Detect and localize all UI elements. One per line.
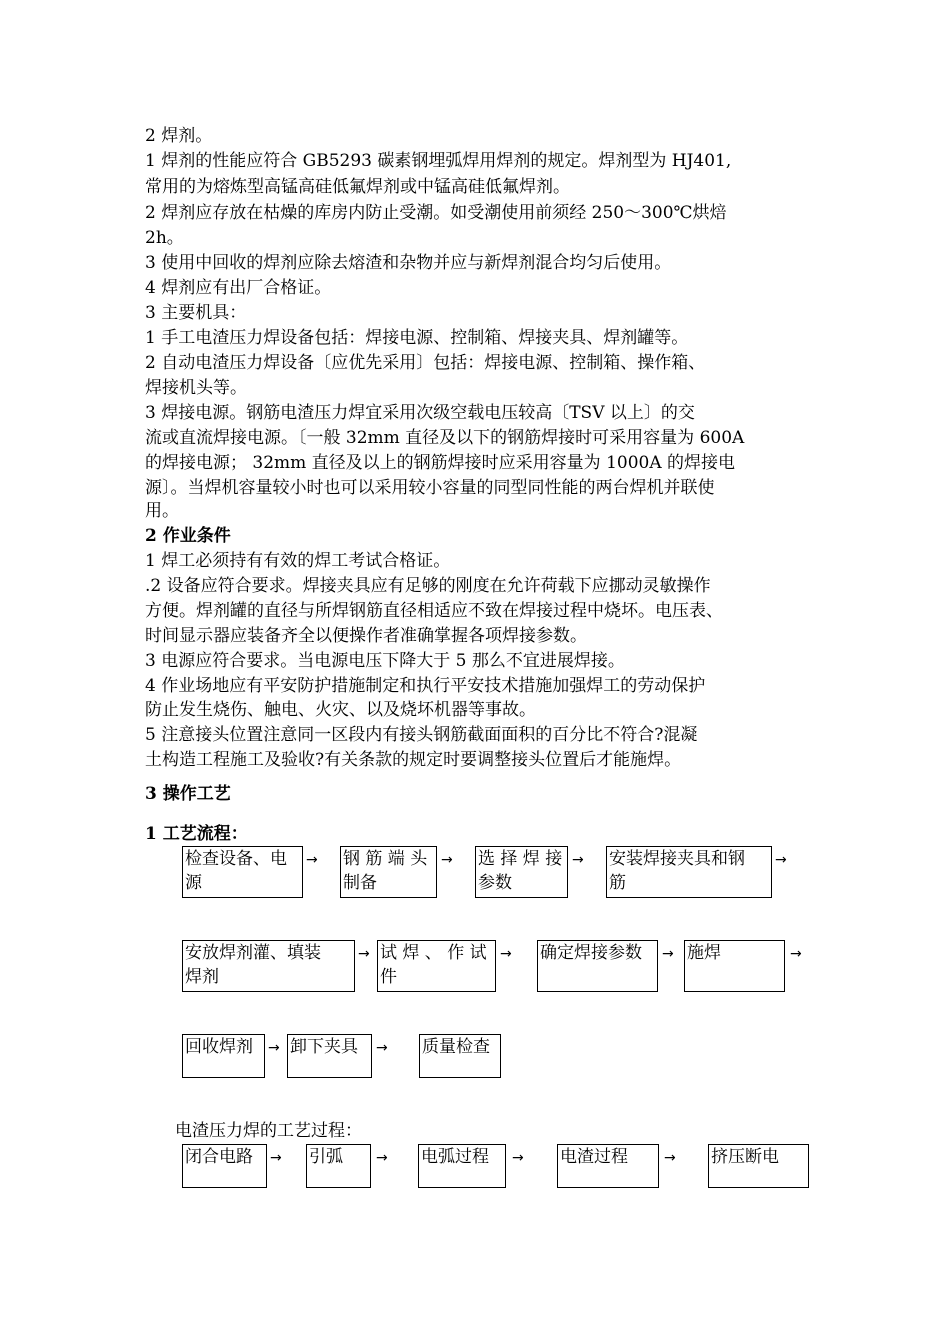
flow-box [606,846,772,898]
arrow-right-icon: → [775,852,787,868]
text-line: 3 焊接电源。钢筋电渣压力焊宜采用次级空载电压较高〔TSV 以上〕的交 [145,403,695,423]
text-line: 时间显示器应装备齐全以便操作者准确掌握各项焊接参数。 [145,626,587,646]
flow-box-label: 施焊 [687,943,721,963]
flow-box [182,846,303,898]
arrow-right-icon: → [376,1150,388,1166]
text-line: 3 使用中回收的焊剂应除去熔渣和杂物并应与新焊剂混合均匀后使用。 [145,253,672,273]
arrow-right-icon: → [790,946,802,962]
process-box-label: 电弧过程 [421,1147,489,1167]
process-box-label: 引弧 [309,1147,343,1167]
flow-box [684,940,785,992]
flow-box [182,1034,265,1078]
flow-box-label: 制备 [343,873,377,893]
text-line: 1 焊工必须持有有效的焊工考试合格证。 [145,551,451,571]
process-box-label: 挤压断电 [711,1147,779,1167]
text-line: 2 自动电渣压力焊设备〔应优先采用〕包括：焊接电源、控制箱、操作箱、 [145,353,706,373]
text-line: 4 作业场地应有平安防护措施制定和执行平安技术措施加强焊工的劳动保护 [145,676,706,696]
flow-box-label: 筋 [609,873,626,893]
text-line: 4 焊剂应有出厂合格证。 [145,278,332,298]
arrow-right-icon: → [268,1040,280,1056]
arrow-right-icon: → [270,1150,282,1166]
flow-box-label: 安装焊接夹具和钢 [609,849,745,869]
arrow-right-icon: → [441,852,453,868]
process-box-label: 闭合电路 [185,1147,253,1167]
flow-box-label: 卸下夹具 [290,1037,358,1057]
flow-box [340,846,437,898]
arrow-right-icon: → [376,1040,388,1056]
text-line: 用。 [145,501,179,521]
text-line: 1 手工电渣压力焊设备包括：焊接电源、控制箱、焊接夹具、焊剂罐等。 [145,328,689,348]
text-line: 源〕。当焊机容量较小时也可以采用较小容量的同型同性能的两台焊机并联使 [145,478,715,498]
section-heading: 2 作业条件 [145,526,231,546]
text-line: 防止发生烧伤、触电、火灾、以及烧坏机器等事故。 [145,700,536,720]
flow-box-label: 源 [185,873,202,893]
flow-box-label: 参数 [478,873,512,893]
process-box-label: 电渣过程 [560,1147,628,1167]
flow-box-label: 质量检查 [422,1037,490,1057]
arrow-right-icon: → [306,852,318,868]
text-line: 常用的为熔炼型高锰高硅低氟焊剂或中锰高硅低氟焊剂。 [145,177,570,197]
process-box [418,1144,506,1188]
flow-box-label: 检查设备、电 [185,849,287,869]
text-line: 5 注意接头位置注意同一区段内有接头钢筋截面面积的百分比不符合?混凝 [145,725,698,745]
arrow-right-icon: → [500,946,512,962]
process-box [306,1144,371,1188]
flow-box [537,940,658,992]
text-line: 2 焊剂。 [145,126,213,146]
text-line: 流或直流焊接电源。〔一般 32mm 直径及以下的钢筋焊接时可采用容量为 600A [145,428,745,448]
flow-box-label: 安放焊剂灌、填装 [185,943,321,963]
flow-heading: 1 工艺流程： [145,824,248,844]
arrow-right-icon: → [512,1150,524,1166]
text-line: 的焊接电源； 32mm 直径及以上的钢筋焊接时应采用容量为 1000A 的焊接电 [145,453,736,473]
arrow-right-icon: → [358,946,370,962]
text-line: 3 主要机具： [145,303,247,323]
flow-box [182,940,355,992]
flow-box-label: 回收焊剂 [185,1037,253,1057]
flow-box-label: 件 [380,967,397,987]
text-line: 方便。焊剂罐的直径与所焊钢筋直径相适应不致在焊接过程中烧坏。电压表、 [145,601,723,621]
process-box [557,1144,659,1188]
flow-box [475,846,568,898]
flow-box [377,940,496,992]
arrow-right-icon: → [664,1150,676,1166]
arrow-right-icon: → [572,852,584,868]
text-line: 2h。 [145,228,184,248]
arrow-right-icon: → [662,946,674,962]
text-line: 1 焊剂的性能应符合 GB5293 碳素钢埋弧焊用焊剂的规定。焊剂型为 HJ401, [145,151,732,171]
section-heading: 3 操作工艺 [145,784,231,804]
process-box [182,1144,267,1188]
text-line: 3 电源应符合要求。当电源电压下降大于 5 那么不宜进展焊接。 [145,651,625,671]
flow-box-label: 焊剂 [185,967,219,987]
flow-box-label: 选 择 焊 接 [478,849,563,869]
flow-box-label: 钢 筋 端 头 [343,849,428,869]
text-line: .2 设备应符合要求。焊接夹具应有足够的刚度在允许荷载下应挪动灵敏操作 [145,576,711,596]
text-line: 焊接机头等。 [145,378,247,398]
process-title: 电渣压力焊的工艺过程： [175,1121,362,1141]
flow-box-label: 试 焊 、 作 试 [380,943,487,963]
text-line: 土构造工程施工及验收?有关条款的规定时要调整接头位置后才能施焊。 [145,750,682,770]
process-box [708,1144,809,1188]
flow-box [287,1034,372,1078]
flow-box-label: 确定焊接参数 [540,943,642,963]
flow-box [419,1034,501,1078]
text-line: 2 焊剂应存放在枯燥的库房内防止受潮。如受潮使用前须经 250～300℃烘焙 [145,203,727,223]
